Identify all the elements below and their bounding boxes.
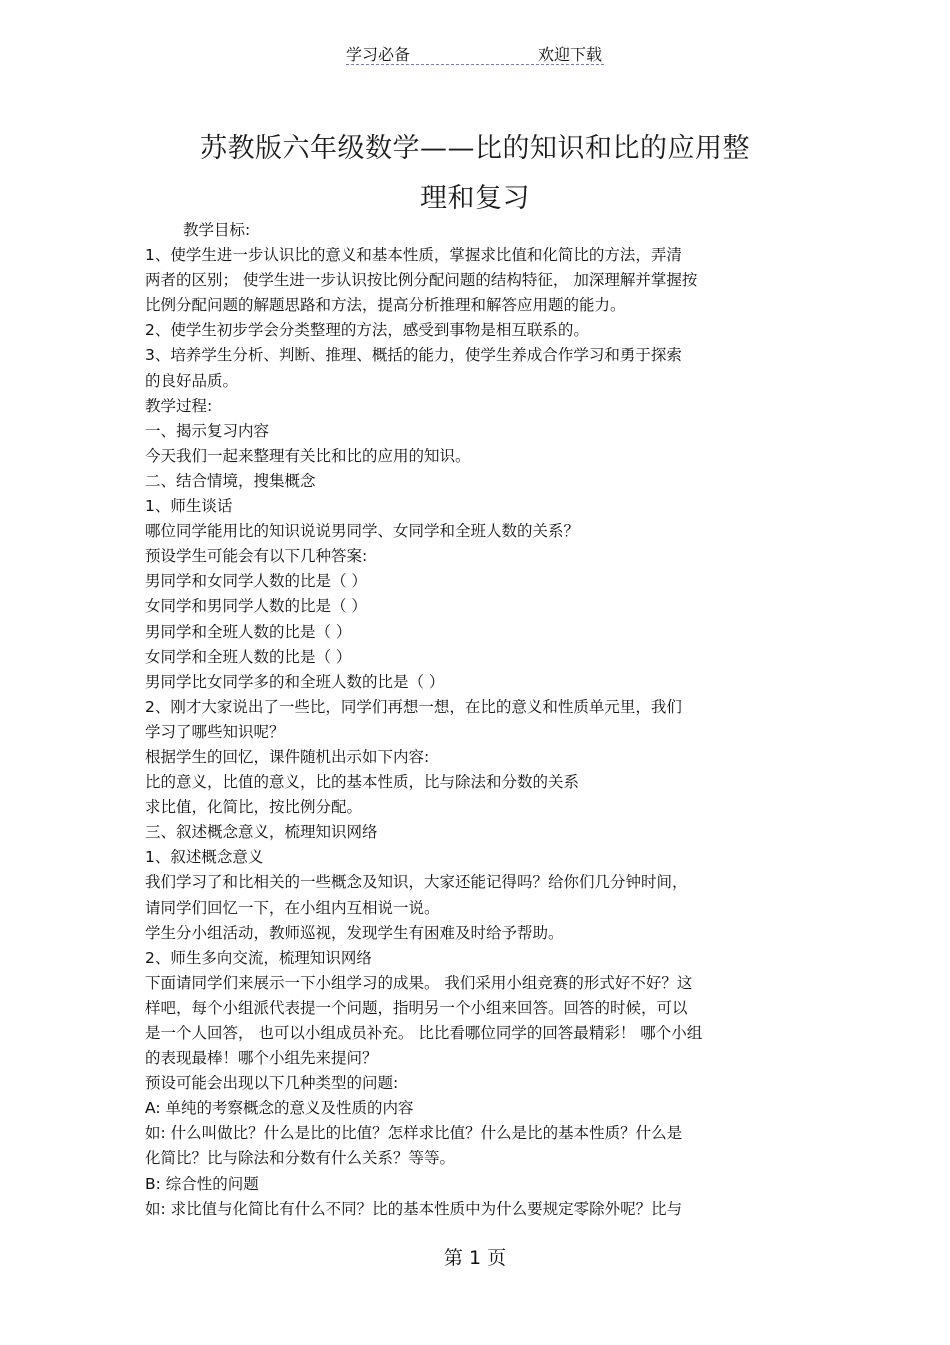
body-line: 样吧，每个小组派代表提一个问题，指明另一个小组来回答。回答的时候，可以 <box>145 998 688 1017</box>
body-line: 2、使学生初步学会分类整理的方法，感受到事物是相互联系的。 <box>145 321 589 340</box>
body-line: 1、师生谈话 <box>145 497 233 516</box>
body-line: 根据学生的回忆，课件随机出示如下内容: <box>145 747 430 766</box>
body-line: 教学目标: <box>183 221 251 239</box>
body-line: 是一个人回答， 也可以小组成员补充。 比比看哪位同学的回答最精彩！ 哪个小组 <box>145 1024 703 1042</box>
body-line: 1、叙述概念意义 <box>145 848 264 867</box>
body-line: 男同学比女同学多的和全班人数的比是（ ） <box>145 672 445 691</box>
document-title-line-2: 理和复习 <box>420 183 530 214</box>
body-line: 化简比？比与除法和分数有什么关系？等等。 <box>145 1149 456 1168</box>
page-header <box>346 42 604 65</box>
body-line: 比例分配问题的解题思路和方法，提高分析推理和解答应用题的能力。 <box>145 296 626 315</box>
body-line: 女同学和全班人数的比是（ ） <box>145 647 352 666</box>
header-left-text: 学习必备 <box>346 45 411 64</box>
body-line: 男同学和女同学人数的比是（ ） <box>145 572 367 591</box>
body-line: 一、揭示复习内容 <box>145 421 270 440</box>
document-title-line-1: 苏教版六年级数学——比的知识和比的应用整 <box>200 133 750 164</box>
body-line: 3、培养学生分析、判断、推理、概括的能力，使学生养成合作学习和勇于探索 <box>145 346 682 365</box>
body-line: 如: 求比值与化简比有什么不同？比的基本性质中为什么要规定零除外呢？比与 <box>145 1199 683 1218</box>
body-line: 女同学和男同学人数的比是（ ） <box>145 597 367 616</box>
body-line: B: 综合性的问题 <box>145 1174 259 1193</box>
body-line: A: 单纯的考察概念的意义及性质的内容 <box>145 1099 414 1118</box>
header-right-text: 欢迎下载 <box>537 45 602 64</box>
body-line: 的表现最棒！哪个小组先来提问？ <box>145 1049 378 1068</box>
page-number: 第 1 页 <box>443 1247 507 1269</box>
body-line: 请同学们回忆一下，在小组内互相说一说。 <box>145 898 440 917</box>
body-line: 预设可能会出现以下几种类型的问题: <box>145 1074 399 1093</box>
body-line: 学习了哪些知识呢？ <box>145 722 285 741</box>
body-line: 男同学和全班人数的比是（ ） <box>145 622 352 641</box>
body-line: 比的意义，比值的意义，比的基本性质，比与除法和分数的关系 <box>145 773 580 792</box>
body-line: 教学过程: <box>145 396 213 415</box>
body-line: 三、叙述概念意义，梳理知识网络 <box>145 823 378 842</box>
body-line: 如: 什么叫做比？什么是比的比值？怎样求比值？什么是比的基本性质？什么是 <box>145 1124 683 1143</box>
body-line: 2、刚才大家说出了一些比，同学们再想一想，在比的意义和性质单元里，我们 <box>145 697 682 716</box>
body-line: 两者的区别； 使学生进一步认识按比例分配问题的结构特征， 加深理解并掌握按 <box>145 271 698 290</box>
body-line: 下面请同学们来展示一下小组学习的成果。 我们采用小组竞赛的形式好不好？这 <box>145 973 693 992</box>
body-line: 预设学生可能会有以下几种答案: <box>145 547 368 566</box>
body-line: 的良好品质。 <box>145 371 239 390</box>
document-body <box>145 218 825 1222</box>
body-line: 学生分小组活动，教师巡视，发现学生有困难及时给予帮助。 <box>145 923 564 942</box>
body-line: 二、结合情境，搜集概念 <box>145 471 316 490</box>
body-line: 我们学习了和比相关的一些概念及知识，大家还能记得吗？给你们几分钟时间， <box>145 873 688 892</box>
body-line: 2、师生多向交流，梳理知识网络 <box>145 948 372 967</box>
body-line: 1、使学生进一步认识比的意义和基本性质，掌握求比值和化简比的方法，弄清 <box>145 246 682 265</box>
body-line: 今天我们一起来整理有关比和比的应用的知识。 <box>145 446 471 465</box>
body-line: 求比值，化简比，按比例分配。 <box>145 798 363 817</box>
body-line: 哪位同学能用比的知识说说男同学、女同学和全班人数的关系？ <box>145 522 580 541</box>
